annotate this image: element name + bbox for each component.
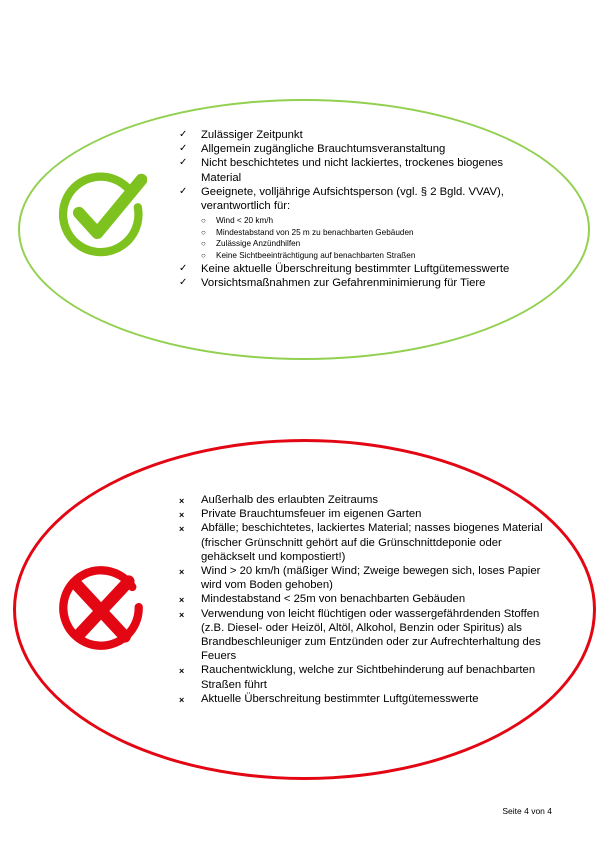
sub-list-item bbox=[179, 238, 524, 250]
sub-list-item bbox=[179, 250, 524, 262]
list-item-text: Aktuelle Überschreitung bestimmter Luftgütemesswerte bbox=[201, 692, 479, 705]
list-item bbox=[179, 185, 524, 261]
check-bullet-icon: ✓ bbox=[179, 277, 188, 289]
list-item-text: Geeignete, volljährige Aufsichtsperson (vgl. § 2 Bgld. VVAV), verantwortlich für: bbox=[201, 185, 504, 213]
list-item bbox=[179, 692, 549, 706]
cross-mark-icon bbox=[55, 563, 147, 655]
circle-bullet-icon: ○ bbox=[201, 216, 206, 226]
sub-list-item-text: Wind < 20 km/h bbox=[216, 216, 274, 226]
cross-bullet-icon: × bbox=[179, 609, 185, 620]
list-item bbox=[179, 142, 524, 156]
cross-bullet-icon: × bbox=[179, 666, 185, 677]
list-item bbox=[179, 276, 524, 290]
circle-bullet-icon: ○ bbox=[201, 250, 206, 260]
circle-bullet-icon: ○ bbox=[201, 239, 206, 249]
list-item bbox=[179, 128, 524, 142]
check-mark-icon bbox=[55, 165, 147, 257]
sub-list-item bbox=[179, 215, 524, 227]
sub-list-item-text: Keine Sichtbeeinträchtigung auf benachbarten Straßen bbox=[216, 250, 416, 260]
forbidden-conditions-list bbox=[179, 493, 549, 706]
list-item-text: Keine aktuelle Überschreitung bestimmter Luftgütemesswerte bbox=[201, 263, 510, 276]
list-item-text: Abfälle; beschichtetes, lackiertes Material; nasses biogenes Material (frischer Grünschnitt gehört auf die Grünschnittdeponie oder gehäckselt und kompostiert!) bbox=[201, 522, 543, 563]
cross-bullet-icon: × bbox=[179, 496, 185, 506]
allowed-conditions-list bbox=[179, 128, 524, 291]
list-item-text: Rauchentwicklung, welche zur Sichtbehinderung auf benachbarten Straßen führt bbox=[201, 664, 536, 691]
cross-bullet-icon: × bbox=[179, 595, 185, 606]
list-item bbox=[179, 564, 549, 592]
list-item-text: Verwendung von leicht flüchtigen oder wassergefährdenden Stoffen (z.B. Diesel- oder Heizöl, Altöl, Alkohol, Benzin oder Spiritus) als Brandbeschleuniger zum Entzünden oder zur Aufrechterhaltung des Feuers bbox=[201, 607, 541, 663]
list-item bbox=[179, 507, 549, 521]
circle-bullet-icon: ○ bbox=[201, 227, 206, 237]
list-item-text: Private Brauchtumsfeuer im eigenen Garten bbox=[201, 508, 422, 521]
list-item-text: Wind > 20 km/h (mäßiger Wind; Zweige bewegen sich, loses Papier wird vom Boden gehoben) bbox=[201, 565, 541, 592]
sub-list-item-text: Mindestabstand von 25 m zu benachbarten Gebäuden bbox=[216, 227, 414, 237]
check-bullet-icon: ✓ bbox=[179, 185, 188, 197]
check-bullet-icon: ✓ bbox=[179, 143, 188, 155]
list-item bbox=[179, 156, 524, 184]
list-item bbox=[179, 592, 549, 606]
sub-list-item bbox=[179, 227, 524, 239]
list-item-text: Nicht beschichtetes und nicht lackiertes, trockenes biogenes Material bbox=[201, 157, 504, 184]
list-item bbox=[179, 493, 549, 507]
cross-bullet-icon: × bbox=[179, 567, 185, 578]
list-item-text: Allgemein zugängliche Brauchtumsveranstaltung bbox=[201, 143, 446, 156]
page-number: Seite 4 von 4 bbox=[502, 806, 552, 816]
sub-list-item-text: Zulässige Anzündhilfen bbox=[216, 239, 301, 249]
check-bullet-icon: ✓ bbox=[179, 157, 188, 169]
list-item-text: Außerhalb des erlaubten Zeitraums bbox=[201, 494, 379, 506]
list-item-text: Vorsichtsmaßnahmen zur Gefahrenminimierung für Tiere bbox=[201, 277, 486, 290]
check-bullet-icon: ✓ bbox=[179, 129, 188, 140]
cross-bullet-icon: × bbox=[179, 510, 185, 521]
cross-bullet-icon: × bbox=[179, 694, 185, 705]
list-item-text: Zulässiger Zeitpunkt bbox=[201, 129, 303, 141]
list-item bbox=[179, 663, 549, 691]
list-item bbox=[179, 521, 549, 564]
list-item bbox=[179, 262, 524, 276]
list-item bbox=[179, 607, 549, 664]
check-bullet-icon: ✓ bbox=[179, 263, 188, 275]
list-item-text: Mindestabstand < 25m von benachbarten Gebäuden bbox=[201, 593, 466, 606]
cross-bullet-icon: × bbox=[179, 524, 185, 535]
sub-list bbox=[179, 215, 524, 261]
